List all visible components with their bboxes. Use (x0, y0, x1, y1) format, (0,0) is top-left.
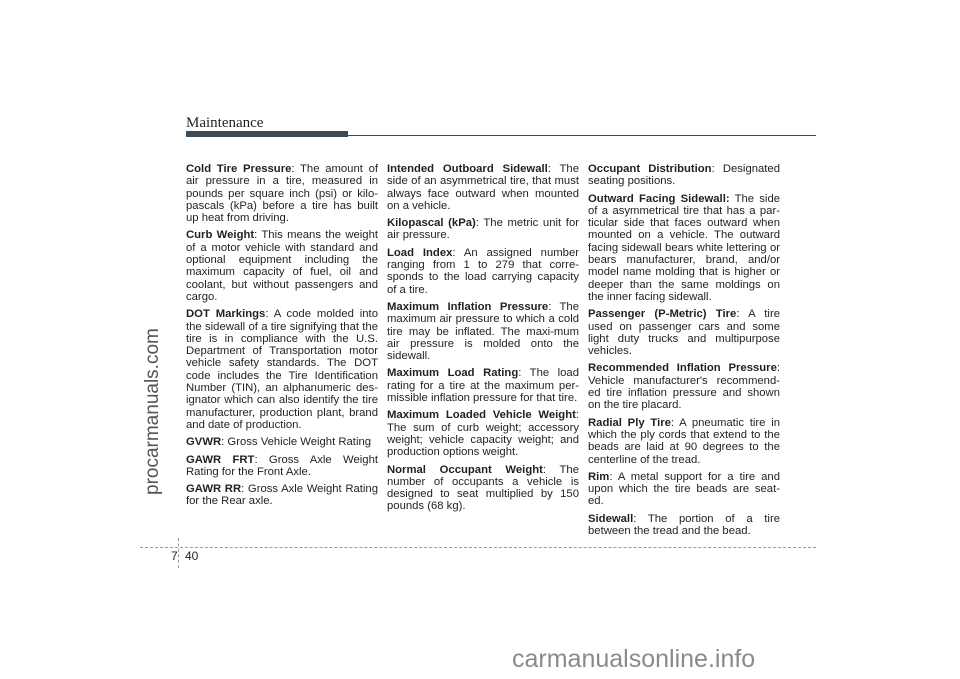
section-title: Maintenance (186, 115, 264, 131)
glossary-term: Load Index (387, 246, 453, 259)
glossary-entry (588, 193, 780, 304)
glossary-entry (387, 217, 579, 242)
glossary-entry (387, 464, 579, 513)
glossary-definition: : Gross Axle Weight Rating for the Rear axle. (186, 483, 378, 508)
glossary-definition: : The maximum air pressure to which a cold tire may be inflated. The maxi-mum air pressure is molded onto the sidewall. (387, 300, 579, 363)
glossary-definition: : Designated seating positions. (588, 163, 780, 188)
glossary-entry (387, 247, 579, 296)
glossary-term: Maximum Loaded Vehicle Weight (387, 409, 576, 422)
glossary-term: Sidewall (588, 512, 634, 525)
glossary-definition: : A tire used on passenger cars and some light duty trucks and multipurpose vehicles. (588, 308, 780, 358)
footer-divider (140, 547, 816, 548)
glossary-entry (588, 471, 780, 508)
glossary-definition: : An assigned number ranging from 1 to 279 that corre-sponds to the load carrying capacity of a tire. (387, 246, 579, 296)
glossary-definition: : Gross Vehicle Weight Rating (221, 436, 372, 449)
glossary-definition: : The load rating for a tire at the maximum per-missible inflation pressure for that tire. (387, 367, 579, 405)
column-2 (387, 163, 579, 518)
glossary-entry (588, 163, 780, 188)
glossary-definition: : The side of an asymmetrical tire, that must always face outward when mounted on a vehicle. (387, 163, 579, 212)
glossary-entry (588, 308, 780, 357)
glossary-term: Radial Ply Tire (588, 416, 671, 429)
side-watermark: procarmanuals.com (142, 328, 163, 495)
glossary-term: Normal Occupant Weight (387, 463, 543, 476)
glossary-entry (186, 454, 378, 479)
glossary-definition: : A metal support for a tire and upon which the tire beads are seat-ed. (588, 470, 780, 508)
glossary-entry (186, 229, 378, 303)
glossary-entry (588, 362, 780, 411)
glossary-entry (588, 513, 780, 538)
glossary-definition: : The number of occupants a vehicle is designed to seat multiplied by 150 pounds (68 kg). (387, 463, 579, 513)
glossary-term: Recommended Inflation Pressure (588, 362, 777, 375)
glossary-definition: : Gross Axle Weight Rating for the Front Axle. (186, 453, 378, 478)
glossary-term: Occupant Distribution (588, 163, 712, 175)
glossary-entry (186, 163, 378, 224)
glossary-term: Intended Outboard Sidewall (387, 163, 548, 175)
glossary-term: Maximum Load Rating (387, 367, 519, 380)
glossary-entry (387, 163, 579, 212)
glossary-entry (186, 436, 378, 448)
glossary-term: DOT Markings (186, 308, 266, 321)
glossary-definition: The side of a asymmetrical tire that has a par-ticular side that faces outward when mounted on a vehicle. The outward facing sidewall bears white lettering or bears manufacturer, brand, and/or model name molding that is higher or deeper than the same moldings on the inner facing sidewall. (588, 192, 781, 303)
glossary-definition: : This means the weight of a motor vehicle with standard and optional equipment including the maximum capacity of fuel, oil and coolant, but without passengers and cargo. (186, 229, 379, 303)
glossary-definition: : The sum of curb weight; accessory weight; vehicle capacity weight; and production options weight. (387, 409, 579, 459)
glossary-entry (387, 409, 579, 458)
glossary-definition: : Vehicle manufacturer's recommend-ed tire inflation pressure and shown on the tire placard. (588, 362, 780, 412)
glossary-term: Cold Tire Pressure (186, 163, 292, 175)
bottom-watermark: carmanualsonline.info (512, 645, 756, 673)
glossary-term: Rim (588, 470, 610, 483)
glossary-term: GVWR (186, 436, 222, 449)
glossary-entry (186, 483, 378, 508)
glossary-definition: : The portion of a tire between the tread and the bead. (588, 512, 780, 538)
glossary-entry (186, 308, 378, 431)
glossary-term: Curb Weight (186, 229, 255, 242)
glossary-term: Passenger (P-Metric) Tire (588, 308, 737, 321)
column-1 (186, 163, 378, 513)
page-number-divider (178, 538, 179, 568)
header-rule (186, 135, 816, 136)
glossary-entry (588, 417, 780, 466)
glossary-definition: : The metric unit for air pressure. (387, 217, 579, 242)
page-number: 40 (185, 549, 199, 563)
glossary-term: GAWR RR (186, 483, 242, 496)
glossary-term: Maximum Inflation Pressure (387, 300, 549, 313)
column-3 (588, 163, 780, 542)
glossary-definition: : The amount of air pressure in a tire, measured in pounds per square inch (psi) or kilo-pascals (kPa) before a tire has built up heat from driving. (186, 163, 379, 225)
glossary-definition: : A code molded into the sidewall of a tire signifying that the tire is in compliance with the U.S. Department of Transportation motor vehicle safety standards. The DOT code includes the Tire Identification Number (TIN), an alphanumeric des-ignator which can also identify the tire manufacturer, production plant, brand and date of production. (186, 308, 378, 431)
glossary-entry (387, 367, 579, 404)
glossary-entry (387, 301, 579, 362)
glossary-term: Outward Facing Sidewall: (588, 192, 730, 205)
header-bar (186, 131, 348, 137)
glossary-term: GAWR FRT (186, 453, 255, 466)
glossary-definition: : A pneumatic tire in which the ply cords that extend to the beads are laid at 90 degrees to the centerline of the tread. (588, 416, 780, 466)
chapter-number: 7 (171, 549, 178, 563)
glossary-term: Kilopascal (kPa) (387, 217, 476, 230)
